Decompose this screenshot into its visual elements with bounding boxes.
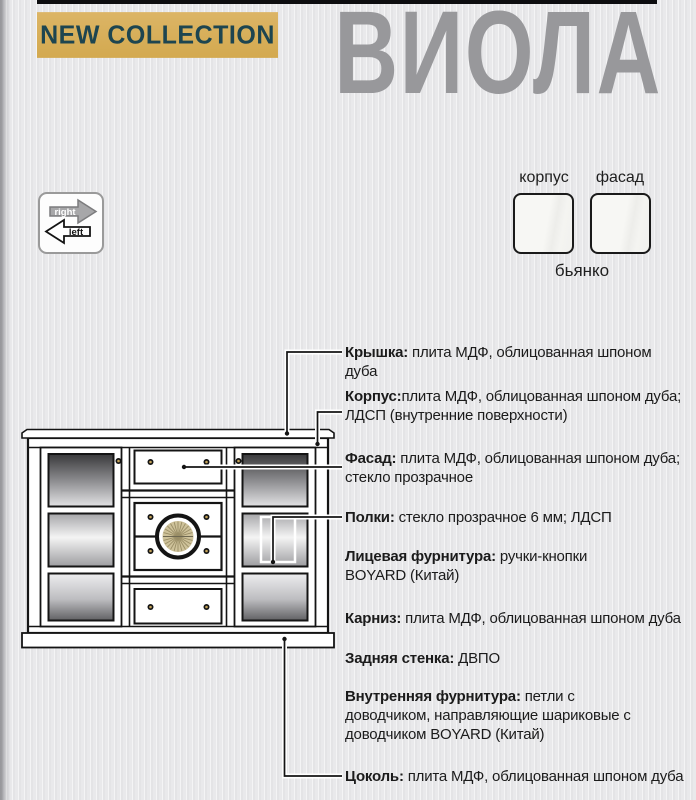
spec-term: Лицевая фурнитура: (345, 548, 496, 565)
spec-description: плита МДФ, облицованная шпоном дуба (345, 344, 652, 380)
spec-term: Цоколь: (345, 768, 404, 785)
swatch-label-korpus: корпус (519, 169, 569, 186)
leader-kryshka (287, 352, 342, 434)
spec-description: стекло прозрачное 6 мм; ЛДСП (394, 509, 612, 526)
left-glass-door (41, 448, 122, 627)
finish-name: бьянко (554, 261, 610, 280)
spec-description: ручки-кнопки BOYARD (Китай) (345, 548, 588, 584)
spec-term: Корпус: (345, 388, 402, 405)
page-title: ВИОЛА (334, 0, 662, 119)
spec-term: Полки: (345, 509, 395, 526)
new-collection-badge: NEW COLLECTION (37, 12, 278, 58)
spec-term: Крышка: (345, 344, 409, 361)
spec-description: плита МДФ, облицованная шпоном дуба (403, 768, 684, 785)
spec-description: петли с доводчиком, направляющие шариковые с доводчиком BOYARD (Китай) (345, 688, 631, 743)
spec-term: Карниз: (345, 610, 402, 627)
leader-tsokol (285, 639, 343, 776)
spec-description: плита МДФ, облицованная шпоном дуба; стекло прозрачное (345, 450, 680, 486)
right-arrow-label: right (54, 207, 76, 218)
cabinet-plinth (22, 633, 334, 648)
left-arrow-label: left (68, 227, 84, 238)
spec-term: Фасад: (345, 450, 397, 467)
spec-description: ДВПО (454, 650, 500, 667)
spec-term: Задняя стенка: (345, 650, 455, 667)
spec-description: плита МДФ, облицованная шпоном дуба (401, 610, 681, 627)
swatch-label-fasad: фасад (595, 169, 645, 186)
spec-description: плита МДФ, облицованная шпоном дуба; ЛДСП (внутренние поверхности) (345, 388, 682, 424)
medallion (157, 516, 199, 558)
spec-term: Внутренняя фурнитура: (345, 688, 521, 705)
